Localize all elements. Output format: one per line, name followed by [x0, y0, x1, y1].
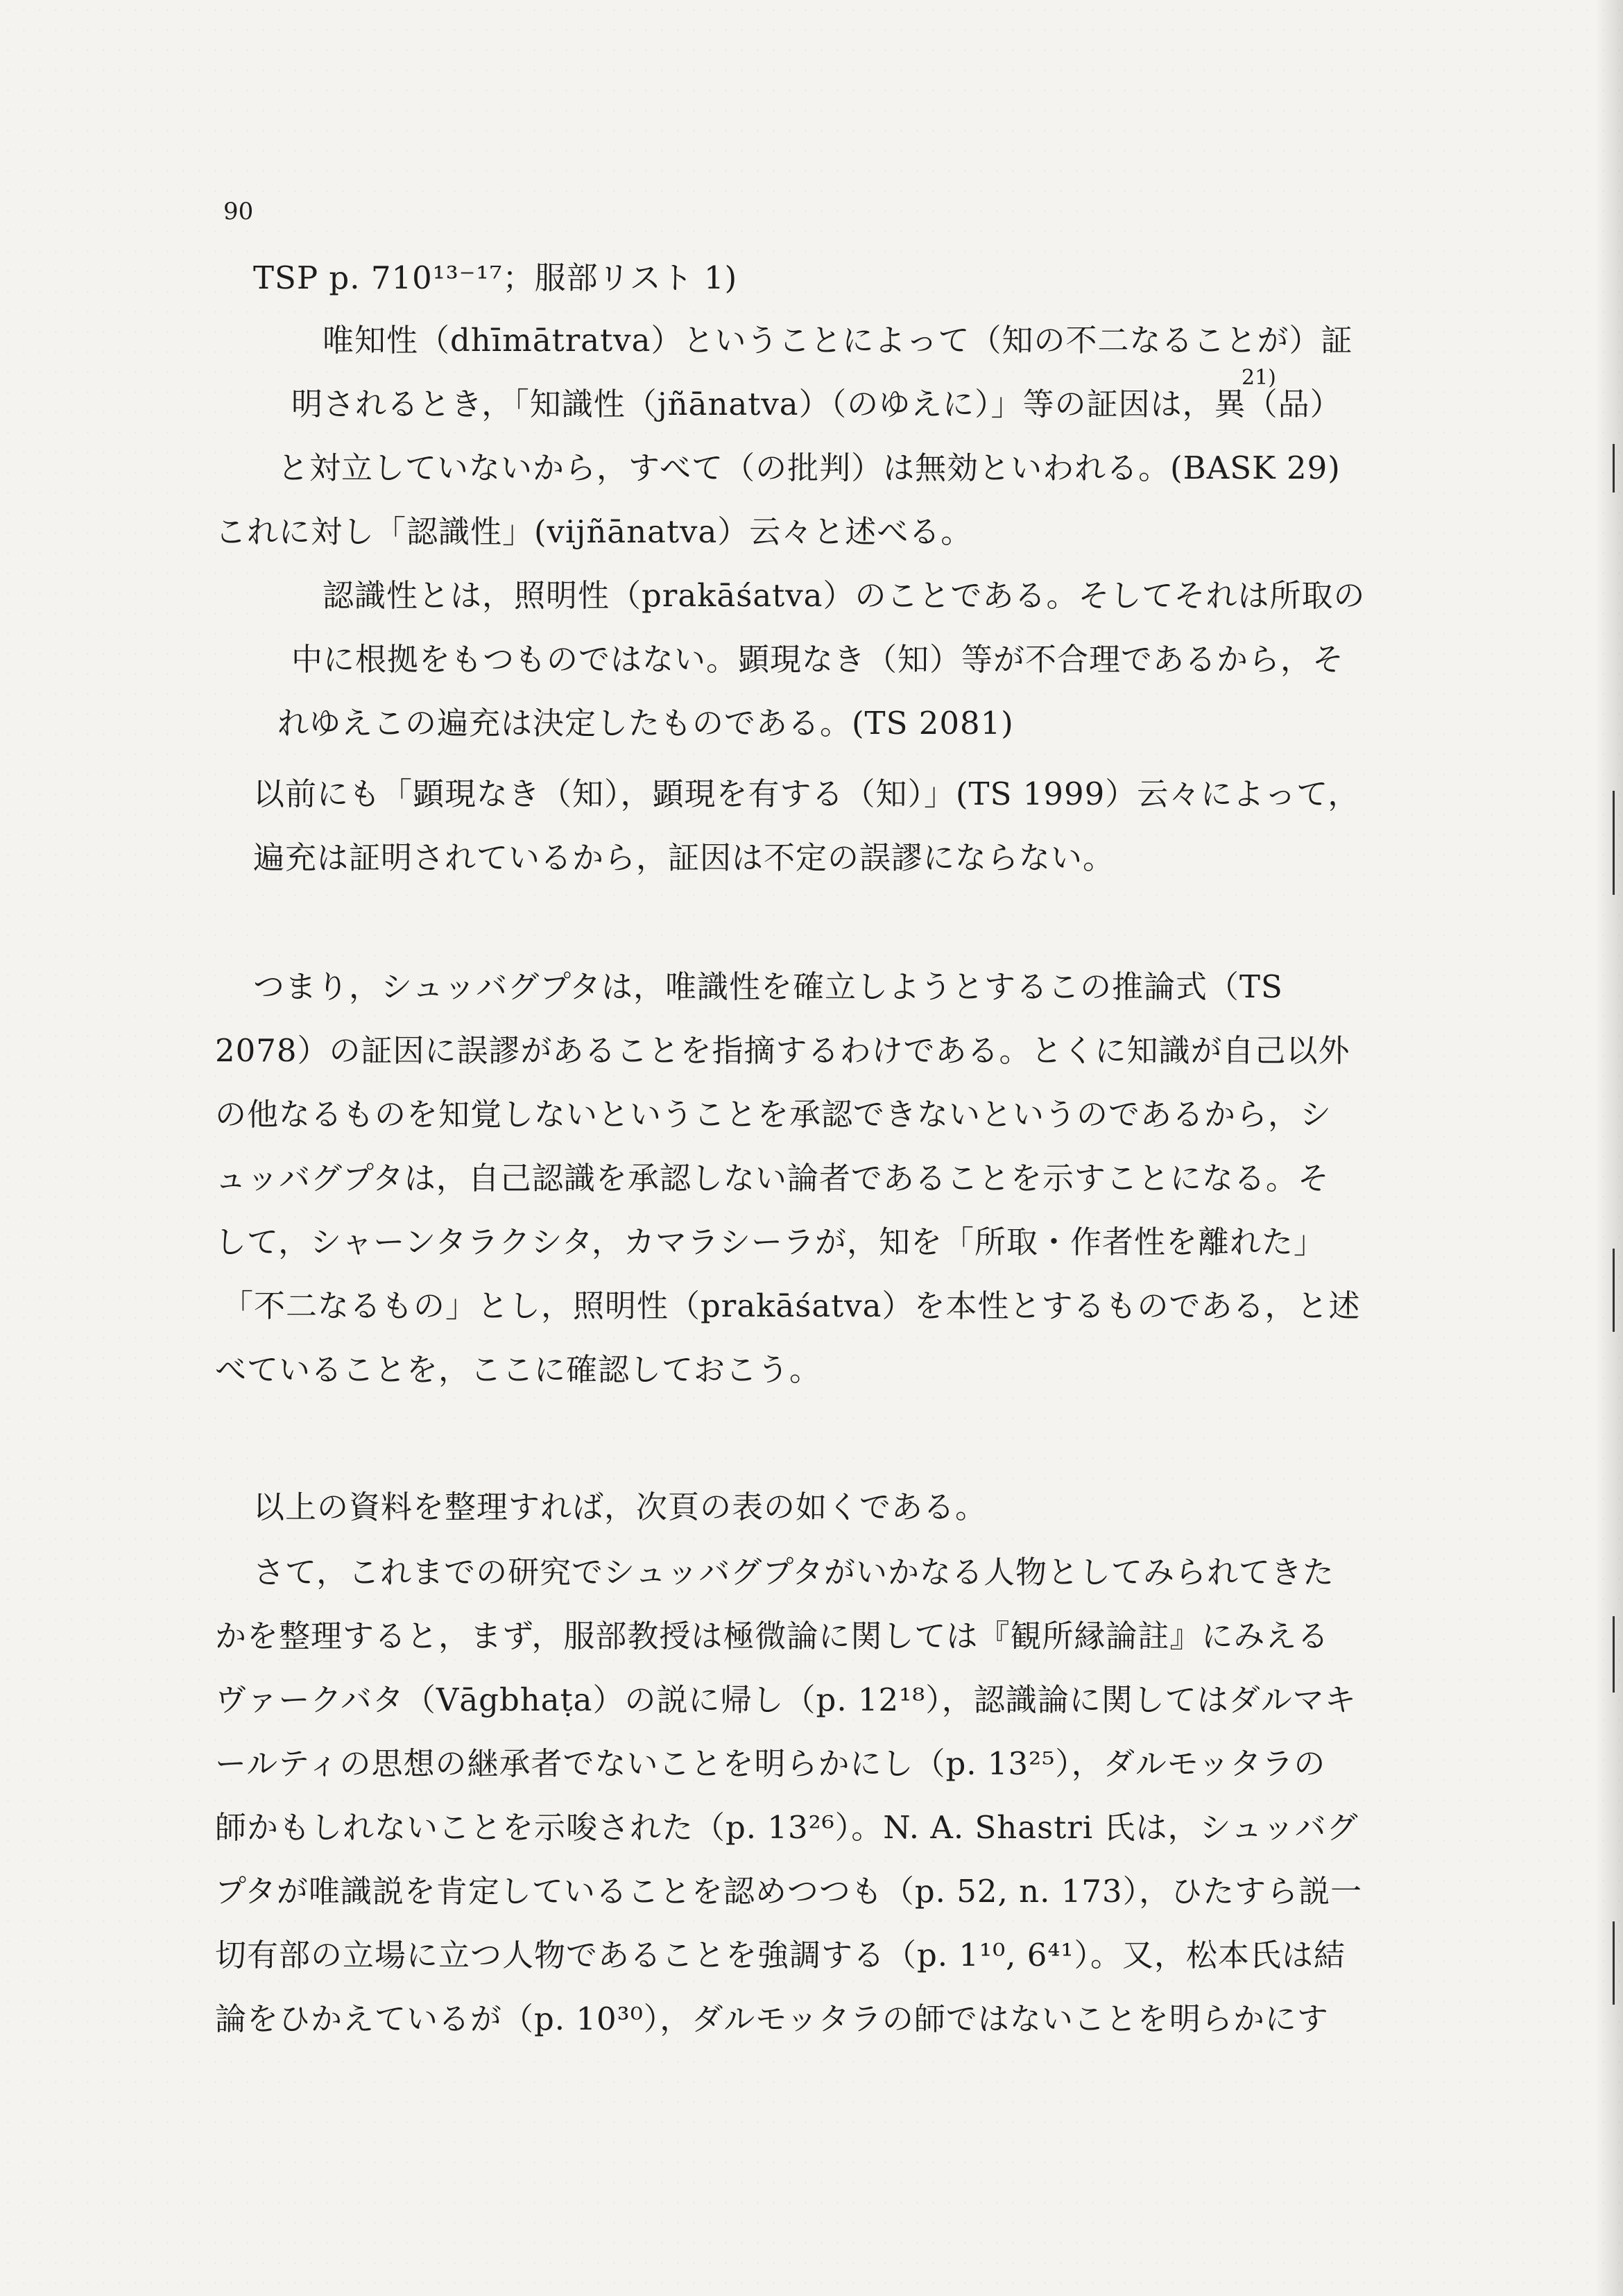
- text-line: べていることを，ここに確認しておこう。: [215, 1351, 822, 1388]
- text-line: つまり，シュッバグプタは，唯識性を確立しようとするこの推論式（TS: [253, 968, 1283, 1005]
- edge-mark: [1613, 1616, 1615, 1693]
- text-line: ールティの思想の継承者でないことを明らかにし（p. 13²⁵），ダルモッタラの: [215, 1745, 1326, 1782]
- text-line: 論をひかえているが（p. 10³⁰），ダルモッタラの師ではないことを明らかにす: [215, 2001, 1329, 2037]
- text-line: 唯知性（dhīmātratva）ということによって（知の不二なることが）証: [323, 322, 1353, 359]
- text-line: れゆえこの遍充は決定したものである。(TS 2081): [277, 705, 1014, 742]
- footnote-marker: 21): [1242, 366, 1276, 390]
- text-line: ュッバグプタは，自己認識を承認しない論者であることを示すことになる。そ: [215, 1160, 1330, 1197]
- text-line: 切有部の立場に立つ人物であることを強調する（p. 1¹⁰, 6⁴¹）。又，松本氏は結: [215, 1937, 1346, 1973]
- text-line: 遍充は証明されているから，証因は不定の誤謬にならない。: [253, 839, 1115, 876]
- text-line: かを整理すると，まず，服部教授は極微論に関しては『観所縁論註』にみえる: [215, 1618, 1330, 1654]
- text-line: 以上の資料を整理すれば，次頁の表の如くである。: [253, 1489, 988, 1525]
- text-line: さて，これまでの研究でシュッバグプタがいかなる人物としてみられてきた: [253, 1554, 1335, 1591]
- text-line: ヴァークバタ（Vāgbhaṭa）の説に帰し（p. 12¹⁸），認識論に関してはダルマキ: [215, 1681, 1357, 1718]
- page-edge-shadow: [1595, 0, 1623, 2296]
- text-line: と対立していないから，すべて（の批判）は無効といわれる。(BASK 29): [277, 449, 1341, 486]
- text-line: 明されるとき，「知識性（jñānatva）（のゆえに）」等の証因は，異（品）: [291, 386, 1342, 422]
- page-number: 90: [223, 198, 254, 225]
- text-line: 認識性とは，照明性（prakāśatva）のことである。そしてそれは所取の: [323, 577, 1366, 614]
- text-line: プタが唯識説を肯定していることを認めつつも（p. 52, n. 173），ひたすら説一: [215, 1873, 1363, 1910]
- text-line: 以前にも「顕現なき（知），顕現を有する（知）」(TS 1999）云々によって，: [253, 776, 1360, 812]
- edge-mark: [1613, 1921, 1615, 2005]
- edge-mark: [1613, 791, 1615, 895]
- text-line: 2078）の証因に誤謬があることを指摘するわけである。とくに知識が自己以外: [215, 1032, 1350, 1069]
- text-line: して，シャーンタラクシタ，カマラシーラが，知を「所取・作者性を離れた」: [215, 1224, 1326, 1260]
- edge-mark: [1613, 1249, 1615, 1332]
- edge-mark: [1613, 444, 1615, 492]
- text-line: TSP p. 710¹³⁻¹⁷；服部リスト 1): [253, 259, 738, 296]
- text-line: これに対し「認識性」(vijñānatva）云々と述べる。: [215, 513, 973, 550]
- text-line: 師かもしれないことを示唆された（p. 13²⁶）。N. A. Shastri 氏は，シュッバグ: [215, 1809, 1359, 1846]
- text-line: 中に根拠をもつものではない。顕現なき（知）等が不合理であるから，そ: [291, 641, 1345, 678]
- text-line: の他なるものを知覚しないということを承認できないというのであるから，シ: [215, 1096, 1332, 1133]
- text-line: 「不二なるもの」とし，照明性（prakāśatva）を本性とするものである，と述: [222, 1287, 1361, 1324]
